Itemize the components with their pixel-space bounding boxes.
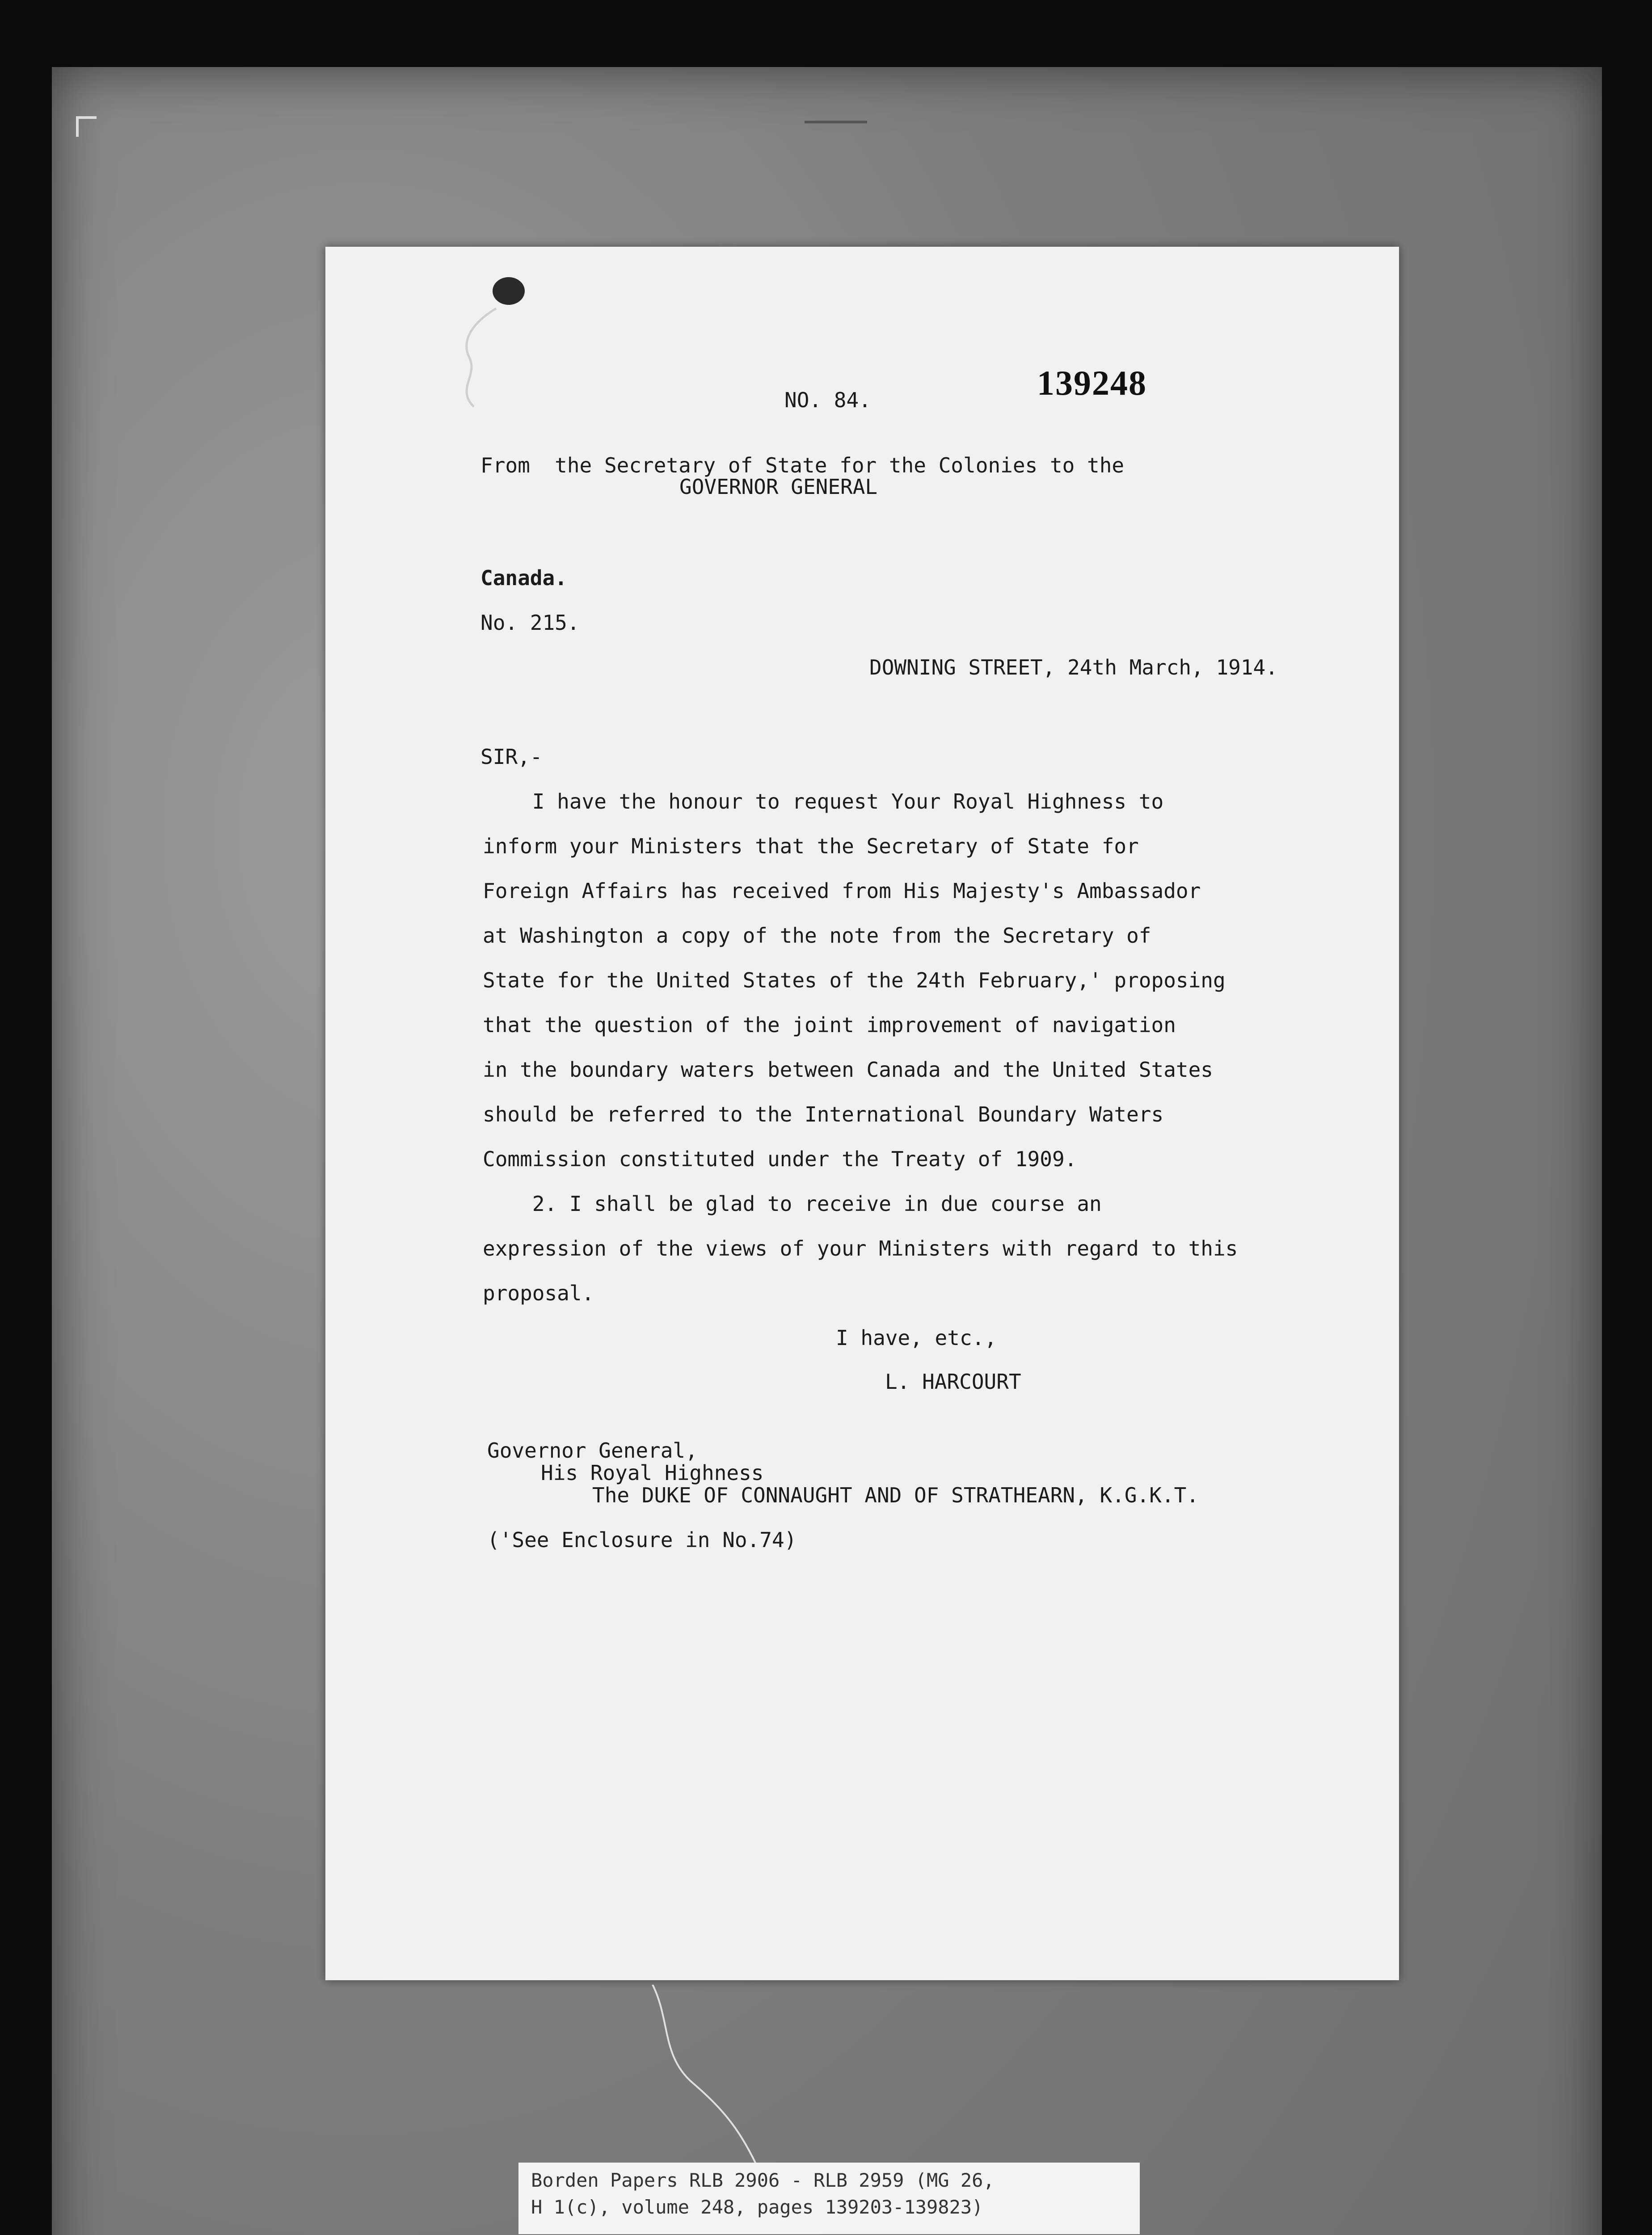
signature: L. HARCOURT xyxy=(885,1370,1021,1394)
addressee-honorific: His Royal Highness xyxy=(541,1461,764,1485)
country-heading: Canada. xyxy=(480,566,567,590)
ribbon-string-icon xyxy=(447,304,510,420)
body-line: that the question of the joint improvement of navigation xyxy=(483,1013,1176,1037)
body-line: in the boundary waters between Canada and the United States xyxy=(483,1058,1213,1082)
from-line-recipient: GOVERNOR GENERAL xyxy=(679,475,878,499)
citation-line-1: Borden Papers RLB 2906 - RLB 2959 (MG 26, xyxy=(531,2169,995,2191)
wax-seal-icon xyxy=(493,277,525,305)
body-line: proposal. xyxy=(483,1281,594,1305)
addressee-title: Governor General, xyxy=(487,1438,698,1463)
body-line: inform your Ministers that the Secretary of State for xyxy=(483,834,1139,858)
reference-number: No. 215. xyxy=(480,611,580,635)
body-line: at Washington a copy of the note from the Secretary of xyxy=(483,924,1151,948)
frame-corner-mark xyxy=(76,116,97,137)
despatch-number: NO. 84. xyxy=(784,388,871,412)
closing: I have, etc., xyxy=(836,1326,997,1350)
salutation: SIR,- xyxy=(480,745,543,769)
frame-top-mark xyxy=(805,121,867,123)
enclosure-note: ('See Enclosure in No.74) xyxy=(487,1528,797,1552)
body-line: should be referred to the International Boundary Waters xyxy=(483,1102,1164,1126)
body-line: expression of the views of your Ministers with regard to this xyxy=(483,1236,1238,1261)
body-line: 2. I shall be glad to receive in due course an xyxy=(483,1192,1102,1216)
addressee-name: The DUKE OF CONNAUGHT AND OF STRATHEARN, K.G.K.T. xyxy=(592,1483,1199,1507)
body-line: State for the United States of the 24th February,' proposing xyxy=(483,968,1226,992)
document-stamp-number: 139248 xyxy=(1037,363,1147,402)
body-line: Foreign Affairs has received from His Majesty's Ambassador xyxy=(483,879,1201,903)
loose-thread-icon xyxy=(644,1985,796,2172)
from-line: From the Secretary of State for the Colonies to the xyxy=(480,453,1125,477)
place-and-date: DOWNING STREET, 24th March, 1914. xyxy=(869,655,1278,679)
body-line: I have the honour to request Your Royal Highness to xyxy=(483,789,1164,814)
citation-line-2: H 1(c), volume 248, pages 139203-139823) xyxy=(531,2196,983,2218)
body-line: Commission constituted under the Treaty of 1909. xyxy=(483,1147,1077,1171)
